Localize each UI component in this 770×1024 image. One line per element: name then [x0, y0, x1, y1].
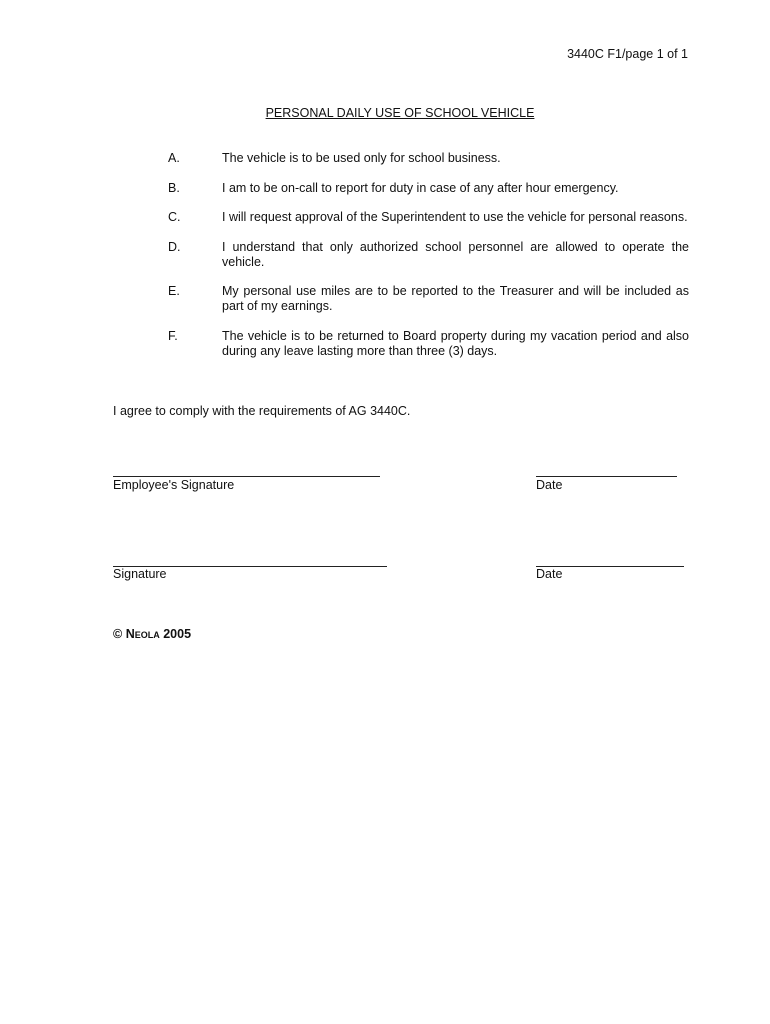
copyright-brand: Neola	[125, 627, 160, 641]
item-text: The vehicle is to be returned to Board property during my vacation period and also during any leave lasting more than three (3) days.	[222, 328, 689, 358]
list-item	[168, 329, 689, 359]
copyright-year: 2005	[163, 627, 192, 641]
copyright-symbol: ©	[113, 627, 123, 641]
list-item	[168, 181, 689, 196]
item-letter: A.	[168, 151, 180, 165]
item-letter: C.	[168, 210, 181, 224]
item-letter: D.	[168, 239, 181, 254]
copyright-notice	[113, 627, 191, 641]
employee-date-line[interactable]	[536, 476, 677, 477]
list-item	[168, 151, 689, 166]
item-text: My personal use miles are to be reported to the Treasurer and will be included as part of my earnings.	[222, 284, 689, 313]
document-title: PERSONAL DAILY USE OF SCHOOL VEHICLE	[265, 106, 535, 120]
item-text: I will request approval of the Superintendent to use the vehicle for personal reasons.	[222, 210, 688, 224]
employee-date-label: Date	[536, 478, 563, 492]
list-item	[168, 210, 689, 225]
item-text: The vehicle is to be used only for school business.	[222, 151, 501, 165]
item-letter: B.	[168, 180, 180, 195]
employee-signature-label: Employee's Signature	[113, 478, 235, 492]
agreement-statement: I agree to comply with the requirements of AG 3440C.	[113, 404, 411, 418]
signature-date-label: Date	[536, 567, 563, 581]
list-item	[168, 284, 689, 314]
item-text: I understand that only authorized school personnel are allowed to operate the vehicle.	[222, 239, 689, 269]
item-letter: F.	[168, 328, 178, 343]
item-text: I am to be on-call to report for duty in case of any after hour emergency.	[222, 180, 619, 195]
signature-label: Signature	[113, 567, 167, 581]
employee-signature-line[interactable]	[113, 476, 380, 477]
requirements-list	[168, 151, 689, 373]
item-letter: E.	[168, 284, 180, 298]
page-number: 3440C F1/page 1 of 1	[567, 47, 688, 61]
list-item	[168, 240, 689, 270]
